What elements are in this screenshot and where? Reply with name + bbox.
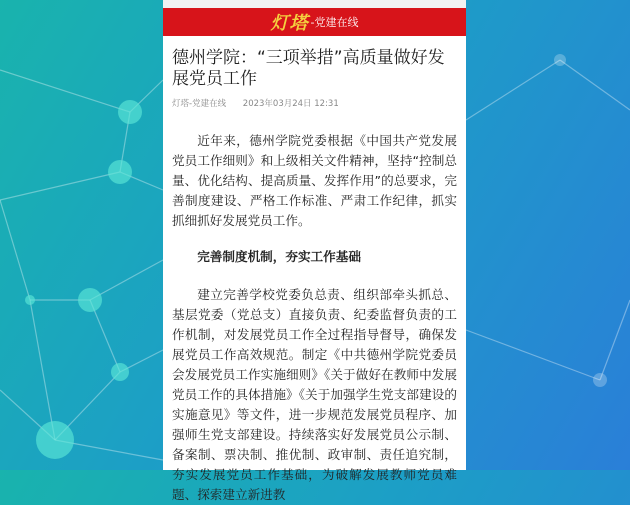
paragraph-2: 建立完善学校党委负总责、组织部牵头抓总、基层党委（党总支）直接负责、纪委监督负责的工作机制，对发展党员工作全过程指导督导，确保发展党员工作高效规范。制定《中共德州学院党委员会发展党员工作实施细则》《关于做好在教师中发展党员工作的具体措施》《关于加强学生党支部建设的实施意见》等文件，进一步规范发展党员程序、加强师生党支部建设。持续落实好发展党员公示制、备案制、票决制、推优制、政审制、责任追究制，夯实发展党员工作基础，为破解发展教师党员难题、探索建立新进教	[172, 287, 457, 502]
section-heading: 完善制度机制，夯实工作基础	[197, 249, 361, 264]
article-date: 2023年03月24日 12:31	[242, 99, 339, 109]
brand-logo: 灯塔	[270, 13, 309, 34]
article-source[interactable]: 灯塔-党建在线	[172, 99, 227, 109]
paragraph-1: 近年来，德州学院党委根据《中国共产党发展党员工作细则》和上级相关文件精神，坚持“控制总量、优化结构、提高质量、发挥作用”的总要求，完善制度建设、严格工作标准、严肃工作纪律，抓实抓细抓好发展党员工作。	[172, 133, 457, 228]
status-band	[163, 0, 466, 8]
brand-header[interactable]	[163, 8, 466, 36]
brand-name: -党建在线	[310, 16, 359, 29]
article-page	[163, 0, 466, 502]
article-title: 德州学院：“三项举措”高质量做好发展党员工作	[172, 48, 445, 89]
article-meta	[172, 97, 339, 109]
article-body	[172, 131, 457, 505]
